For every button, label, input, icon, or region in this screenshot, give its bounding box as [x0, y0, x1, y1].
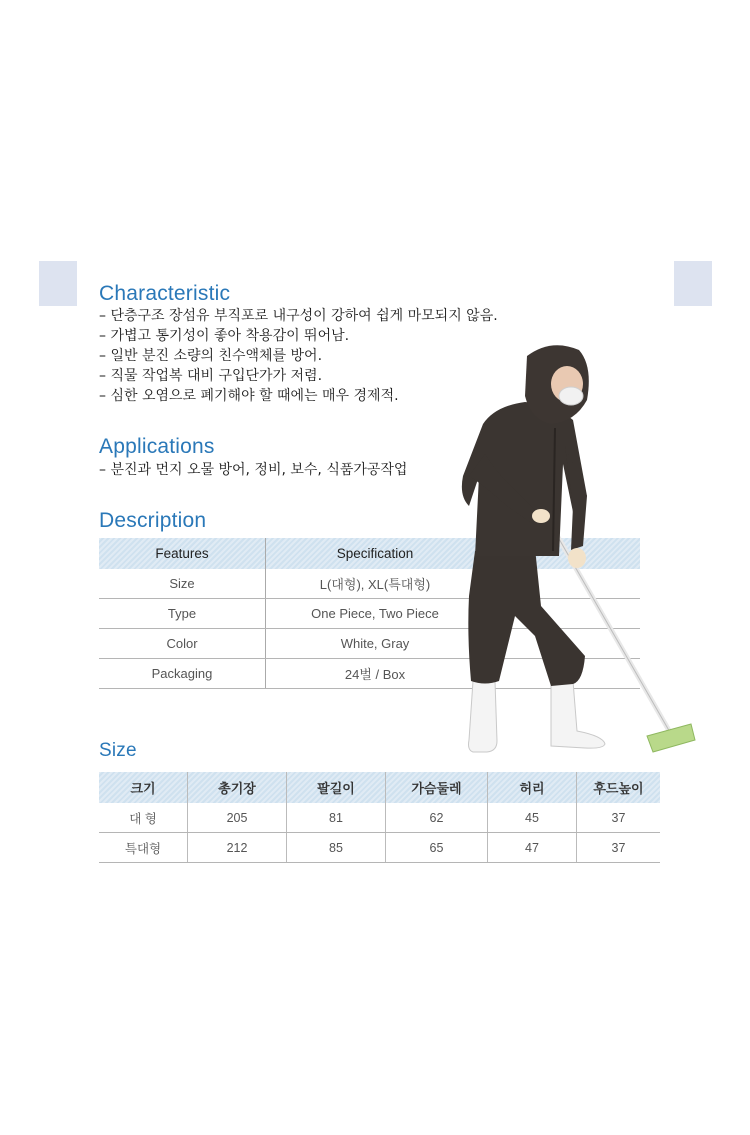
header-cell: 크기	[99, 772, 188, 803]
right-glove	[568, 548, 586, 568]
table-cell: 대 형	[99, 803, 188, 832]
size-table	[99, 772, 660, 863]
header-cell: Specification	[336, 546, 414, 561]
list-item: – 단층구조 장섬유 부직포로 내구성이 강하여 쉽게 마모되지 않음.	[99, 308, 498, 324]
applications-title: Applications	[99, 435, 215, 458]
table-cell: Color	[99, 629, 266, 658]
applications-list	[99, 460, 407, 480]
table-cell: Type	[99, 599, 266, 628]
header-cell: 팔길이	[287, 772, 386, 803]
table-cell: Packaging	[99, 659, 266, 688]
table-cell: 45	[488, 803, 577, 832]
table-header	[99, 772, 660, 803]
table-cell: 85	[287, 833, 386, 862]
decorative-corner-left	[39, 261, 77, 306]
list-item: – 심한 오염으로 폐기해야 할 때에는 매우 경제적.	[99, 388, 399, 404]
table-cell: One Piece, Two Piece	[311, 606, 439, 621]
table-cell: 205	[188, 803, 287, 832]
table-cell: 특대형	[99, 833, 188, 862]
characteristic-title: Characteristic	[99, 282, 231, 305]
table-cell: 37	[611, 810, 626, 825]
header-cell: 총기장	[188, 772, 287, 803]
left-glove	[532, 509, 550, 523]
size-title: Size	[99, 740, 137, 761]
characteristic-list	[99, 306, 498, 406]
list-item: – 가볍고 통기성이 좋아 착용감이 뛰어남.	[99, 328, 350, 344]
mop-head	[647, 724, 695, 752]
table-row	[99, 803, 660, 833]
table-cell: 37	[611, 840, 626, 855]
table-cell: 65	[386, 833, 488, 862]
suit-legs	[468, 548, 585, 686]
header-cell: 가슴둘레	[386, 772, 488, 803]
table-cell: L(대형), XL(특대형)	[319, 577, 431, 592]
right-boot	[551, 681, 605, 748]
header-cell: Features	[99, 538, 266, 569]
table-cell: 62	[386, 803, 488, 832]
header-cell: 후드높이	[593, 782, 644, 797]
header-cell: 허리	[488, 772, 577, 803]
list-item: – 일반 분진 소량의 친수액체를 방어.	[99, 348, 323, 364]
left-boot	[469, 681, 498, 752]
decorative-corner-right	[674, 261, 712, 306]
description-title: Description	[99, 509, 207, 532]
list-item: – 직물 작업복 대비 구입단가가 저렴.	[99, 368, 323, 384]
table-cell: 47	[488, 833, 577, 862]
table-cell: 212	[188, 833, 287, 862]
table-cell: Size	[99, 569, 266, 598]
table-cell: White, Gray	[340, 636, 410, 651]
table-row	[99, 833, 660, 863]
mask	[559, 387, 583, 405]
table-cell: 24벌 / Box	[344, 667, 406, 682]
table-cell: 81	[287, 803, 386, 832]
coverall-worker-image	[455, 336, 700, 766]
list-item: – 분진과 먼지 오물 방어, 정비, 보수, 식품가공작업	[99, 462, 408, 478]
